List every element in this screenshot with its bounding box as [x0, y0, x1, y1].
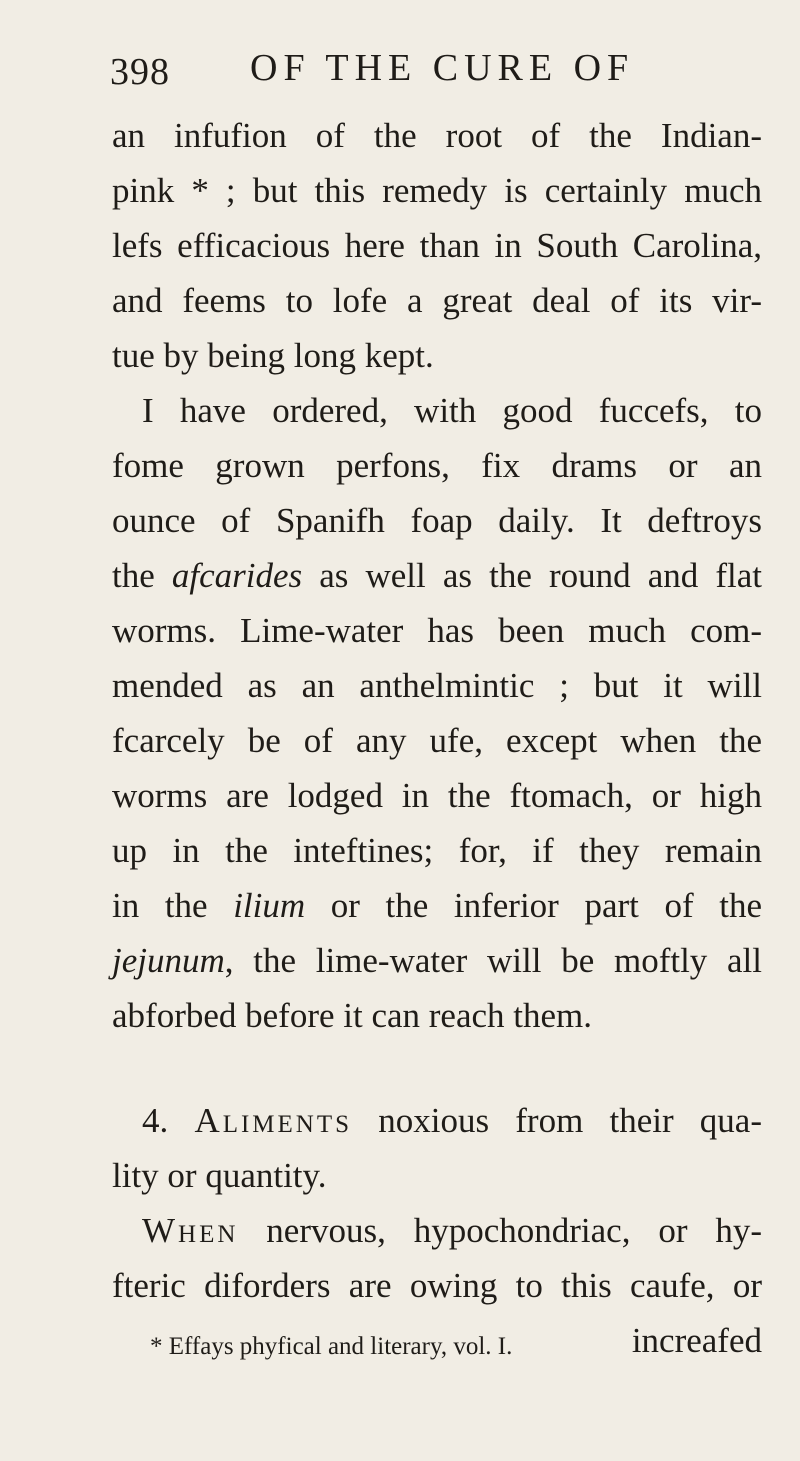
body-text — [112, 108, 762, 1368]
text-line: up in the inteftines; for, if they remain — [112, 831, 762, 870]
text-line: ounce of Spanifh foap daily. It deftroys — [112, 501, 762, 540]
footnote: * Effays phyfical and literary, vol. I. — [150, 1333, 513, 1360]
text-line: lity or quantity. — [112, 1156, 327, 1195]
text-line: an infufion of the root of the Indian- — [112, 116, 762, 155]
text-line: pink * ; but this remedy is certainly much — [112, 171, 762, 210]
text-line: mended as an anthelmintic ; but it will — [112, 666, 762, 705]
text-line: jejunum, the lime-water will be moftly all — [112, 941, 762, 980]
text-line: fome grown perfons, fix drams or an — [112, 446, 762, 485]
text-line: I have ordered, with good fuccefs, to — [142, 391, 762, 430]
text-line: and feems to lofe a great deal of its vir- — [112, 281, 762, 320]
text-line: increafed — [631, 1321, 762, 1360]
text-line: abforbed before it can reach them. — [112, 996, 593, 1035]
text-line: worms are lodged in the ftomach, or high — [112, 776, 762, 815]
text-line: fteric diforders are owing to this caufe, or — [112, 1266, 762, 1305]
text-line: fcarcely be of any ufe, except when the — [112, 721, 762, 760]
text-line: tue by being long kept. — [112, 336, 434, 375]
page-number: 398 — [110, 51, 170, 93]
text-line: the afcarides as well as the round and flat — [112, 556, 763, 595]
page-header — [110, 44, 670, 94]
text-line: When nervous, hypochondriac, or hy- — [142, 1211, 762, 1250]
text-line: in the ilium or the inferior part of the — [112, 886, 762, 925]
running-head: OF THE CURE OF — [250, 47, 635, 89]
text-line: 4. Aliments noxious from their qua- — [142, 1101, 762, 1140]
text-line: lefs efficacious here than in South Carolina, — [112, 226, 762, 265]
paragraph-gap — [112, 1043, 762, 1093]
text-line: worms. Lime-water has been much com- — [112, 611, 762, 650]
